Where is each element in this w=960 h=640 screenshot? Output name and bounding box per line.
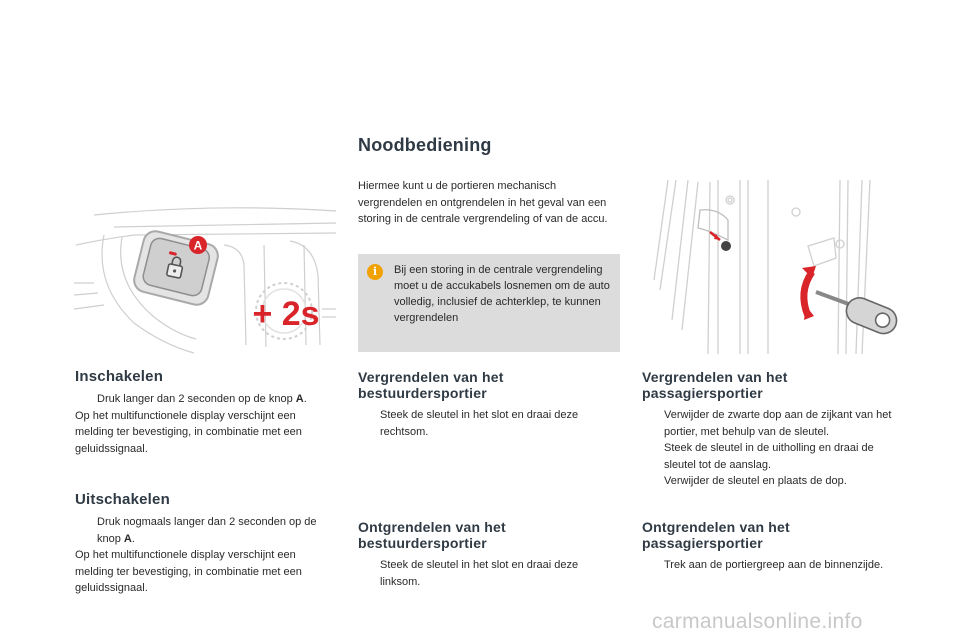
section-title-uitschakelen: Uitschakelen xyxy=(75,491,170,508)
follow-text: Op het multifunctionele display verschijnt een melding ter bevestiging, in combinatie met een geluidssignaal. xyxy=(75,409,302,455)
bullet-end: . xyxy=(131,532,135,545)
section-title-lock-driver: Vergrendelen van het bestuurdersportier xyxy=(358,369,504,401)
button-a-label: A xyxy=(193,238,203,253)
page-title: Noodbediening xyxy=(358,135,492,155)
section-unlock-driver xyxy=(358,557,610,590)
section-title-lock-passenger: Vergrendelen van het passagiersportier xyxy=(642,369,788,401)
bullet-text: Trek aan de portiergreep aan de binnenzijde. xyxy=(664,559,884,571)
bullet-item xyxy=(75,391,337,408)
bullet-text: Verwijder de zwarte dop aan de zijkant van het portier, met behulp van de sleutel. xyxy=(664,409,892,438)
bullet-item xyxy=(642,440,904,473)
bullet-text: Steek de sleutel in het slot en draai deze linksom. xyxy=(380,559,579,588)
follow-text: Op het multifunctionele display verschijnt een melding ter bevestiging, in combinatie met een geluidssignaal. xyxy=(75,549,302,594)
watermark: carmanualsonline.info xyxy=(652,610,863,633)
bullet-item xyxy=(642,557,904,574)
info-box xyxy=(358,254,620,352)
section-title-inschakelen: Inschakelen xyxy=(75,368,164,385)
info-text: Bij een storing in de centrale vergrendeling moet u de accukabels losnemen om de auto volledig, inclusief de achterklep, te kunnen vergrendelen xyxy=(394,264,610,324)
bullet-item xyxy=(358,407,610,440)
key-reference: A xyxy=(123,532,132,545)
bullet-item xyxy=(358,557,610,590)
section-title-unlock-driver: Ontgrendelen van het bestuurdersportier xyxy=(358,519,506,551)
section-lock-passenger xyxy=(642,407,904,490)
section-uitschakelen xyxy=(75,514,337,597)
bullet-text: Steek de sleutel in de uitholling en draai de sleutel tot de aanslag. xyxy=(664,442,874,471)
bullet-text: Druk langer dan 2 seconden op de knop xyxy=(97,393,296,405)
duration-label: + 2s xyxy=(252,295,320,333)
bullet-item xyxy=(642,407,904,440)
bullet-item xyxy=(75,514,337,547)
bullet-text: Druk nogmaals langer dan 2 seconden op de knop xyxy=(97,516,317,545)
key-reference: A xyxy=(295,393,304,405)
intro-text: Hiermee kunt u de portieren mechanisch vergrendelen en ontgrendelen in het geval van een storing in de centrale vergrendeling of van de accu. xyxy=(358,180,608,225)
section-unlock-passenger xyxy=(642,557,904,574)
bullet-text: Verwijder de sleutel en plaats de dop. xyxy=(664,475,847,487)
section-title-unlock-passenger: Ontgrendelen van het passagiersportier xyxy=(642,519,790,551)
bullet-item xyxy=(642,473,904,490)
section-inschakelen xyxy=(75,391,337,457)
bullet-text: Steek de sleutel in het slot en draai deze rechtsom. xyxy=(380,409,579,438)
section-lock-driver xyxy=(358,407,610,440)
bullet-end: . xyxy=(303,393,307,405)
passenger-door-lock-illustration xyxy=(648,180,910,354)
info-icon: i xyxy=(367,264,383,280)
central-lock-button-illustration xyxy=(74,205,338,355)
